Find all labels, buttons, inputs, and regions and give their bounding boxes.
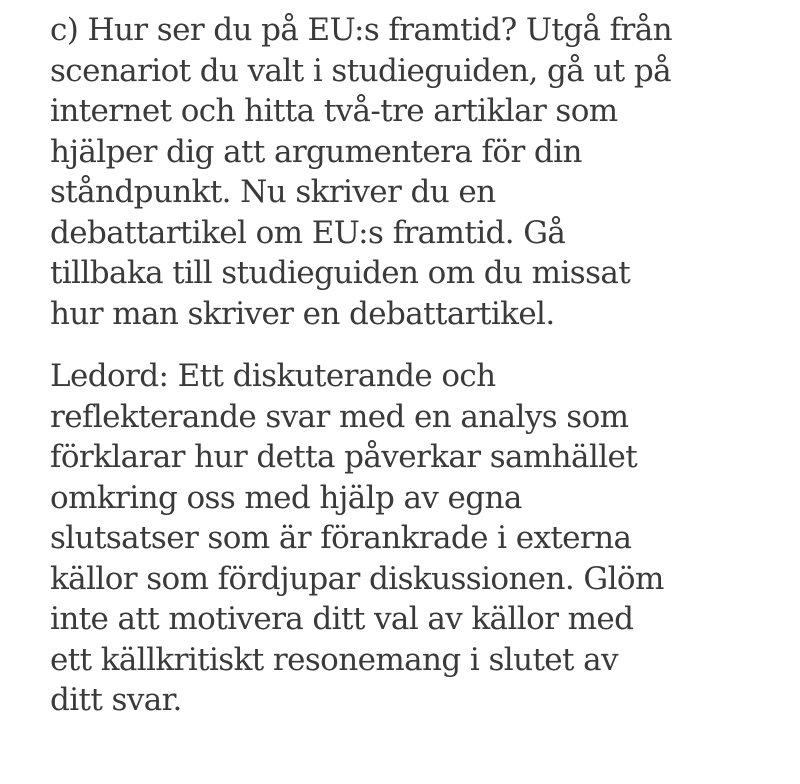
document-body bbox=[50, 10, 770, 721]
text-line: debattartikel om EU:s framtid. Gå bbox=[50, 214, 566, 251]
text-line: slutsatser som är förankrade i externa bbox=[50, 520, 632, 556]
text-line: internet och hitta två-tre artiklar som bbox=[50, 93, 618, 129]
text-line: hjälper dig att argumentera för din bbox=[50, 133, 582, 170]
text-line: ditt svar. bbox=[50, 682, 182, 718]
text-line: källor som fördjupar diskussionen. Glöm bbox=[50, 560, 664, 597]
text-line: reflekterande svar med en analys som bbox=[50, 398, 629, 435]
text-line: scenariot du valt i studieguiden, gå ut på bbox=[50, 52, 672, 89]
text-line: ett källkritiskt resonemang i slutet av bbox=[50, 641, 618, 678]
guidelines-paragraph bbox=[50, 356, 770, 721]
text-line: förklarar hur detta påverkar samhället bbox=[50, 439, 638, 475]
text-line: omkring oss med hjälp av egna bbox=[50, 479, 522, 516]
text-line: hur man skriver en debattartikel. bbox=[50, 295, 555, 332]
text-line: tillbaka till studieguiden om du missat bbox=[50, 255, 631, 291]
text-line: c) Hur ser du på EU:s framtid? Utgå från bbox=[50, 12, 672, 48]
text-line: ståndpunkt. Nu skriver du en bbox=[50, 174, 496, 210]
text-line: Ledord: Ett diskuterande och bbox=[50, 358, 496, 394]
text-line: inte att motivera ditt val av källor med bbox=[50, 601, 634, 637]
task-paragraph bbox=[50, 10, 770, 334]
